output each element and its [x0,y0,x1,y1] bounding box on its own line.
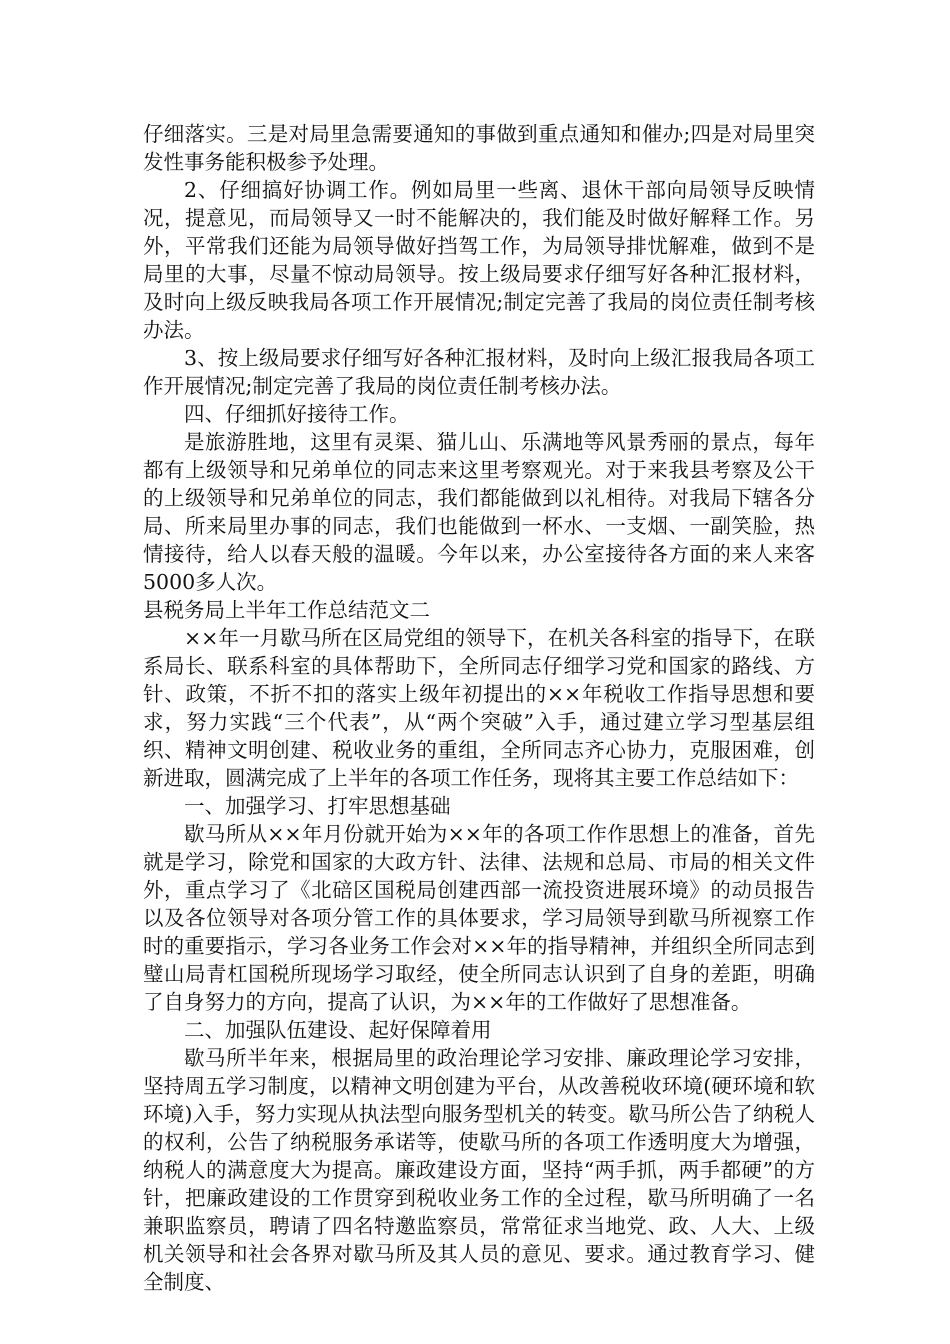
document-title-2: 县税务局上半年工作总结范文二 [143,598,430,622]
paragraph-7: 歇马所半年来，根据局里的政治理论学习安排、廉政理论学习安排，坚持周五学习制度，以精神文明创建为平台，从改善税收环境(硬环境和软环境)入手，努力实现从执法型向服务型机关的转变。歇马所公告了纳税人的权利，公告了纳税服务承诺等，使歇马所的各项工作透明度大为增强，纳税人的满意度大为提高。廉政建设方面，坚持“两手抓，两手都硬”的方针，把廉政建设的工作贯穿到税收业务工作的全过程，歇马所明确了一名兼职监察员，聘请了四名特邀监察员，常常征求当地党、政、人大、上级机关领导和社会各界对歇马所及其人员的意见、要求。通过教育学习、健全制度、 [143,1046,815,1294]
paragraph-1: 仔细落实。三是对局里急需要通知的事做到重点通知和催办;四是对局里突发性事务能积极参予处理。 [143,122,815,174]
paragraph-5: ××年一月歇马所在区局党组的领导下，在机关各科室的指导下，在联系局长、联系科室的具体帮助下，全所同志仔细学习党和国家的路线、方针、政策，不折不扣的落实上级年初提出的××年税收工作指导思想和要求，努力实践“三个代表”，从“两个突破”入手，通过建立学习型基层组织、精神文明创建、税收业务的重组，全所同志齐心协力，克服困难，创新进取，圆满完成了上半年的各项工作任务，现将其主要工作总结如下： [143,626,815,790]
paragraph-2: 2、仔细搞好协调工作。例如局里一些离、退休干部向局领导反映情况，提意见，而局领导又一时不能解决的，我们能及时做好解释工作。另外，平常我们还能为局领导做好挡驾工作，为局领导排忧解难，做到不是局里的大事，尽量不惊动局领导。按上级局要求仔细写好各种汇报材料，及时向上级反映我局各项工作开展情况;制定完善了我局的岗位责任制考核办法。 [143,178,815,342]
document-body [143,120,815,1296]
paragraph-6: 歇马所从××年月份就开始为××年的各项工作作思想上的准备，首先就是学习，除党和国家的大政方针、法律、法规和总局、市局的相关文件外，重点学习了《北碚区国税局创建西部一流投资进展环境》的动员报告以及各位领导对各项分管工作的具体要求，学习局领导到歇马所视察工作时的重要指示，学习各业务工作会对××年的指导精神，并组织全所同志到璧山局青杠国税所现场学习取经，使全所同志认识到了自身的差距，明确了自身努力的方向，提高了认识，为××年的工作做好了思想准备。 [143,822,815,1014]
paragraph-3: 3、按上级局要求仔细写好各种汇报材料，及时向上级汇报我局各项工作开展情况;制定完善了我局的岗位责任制考核办法。 [143,346,815,398]
section-heading-study: 一、加强学习、打牢思想基础 [184,794,451,818]
section-heading-team: 二、加强队伍建设、起好保障着用 [184,1018,492,1042]
paragraph-4: 是旅游胜地，这里有灵渠、猫儿山、乐满地等风景秀丽的景点，每年都有上级领导和兄弟单位的同志来这里考察观光。对于来我县考察及公干的上级领导和兄弟单位的同志，我们都能做到以礼相待。对我局下辖各分局、所来局里办事的同志，我们也能做到一杯水、一支烟、一副笑脸，热情接待，给人以春天般的温暖。今年以来，办公室接待各方面的来人来客5000多人次。 [143,430,815,594]
section-heading-reception: 四、仔细抓好接待工作。 [184,402,410,426]
